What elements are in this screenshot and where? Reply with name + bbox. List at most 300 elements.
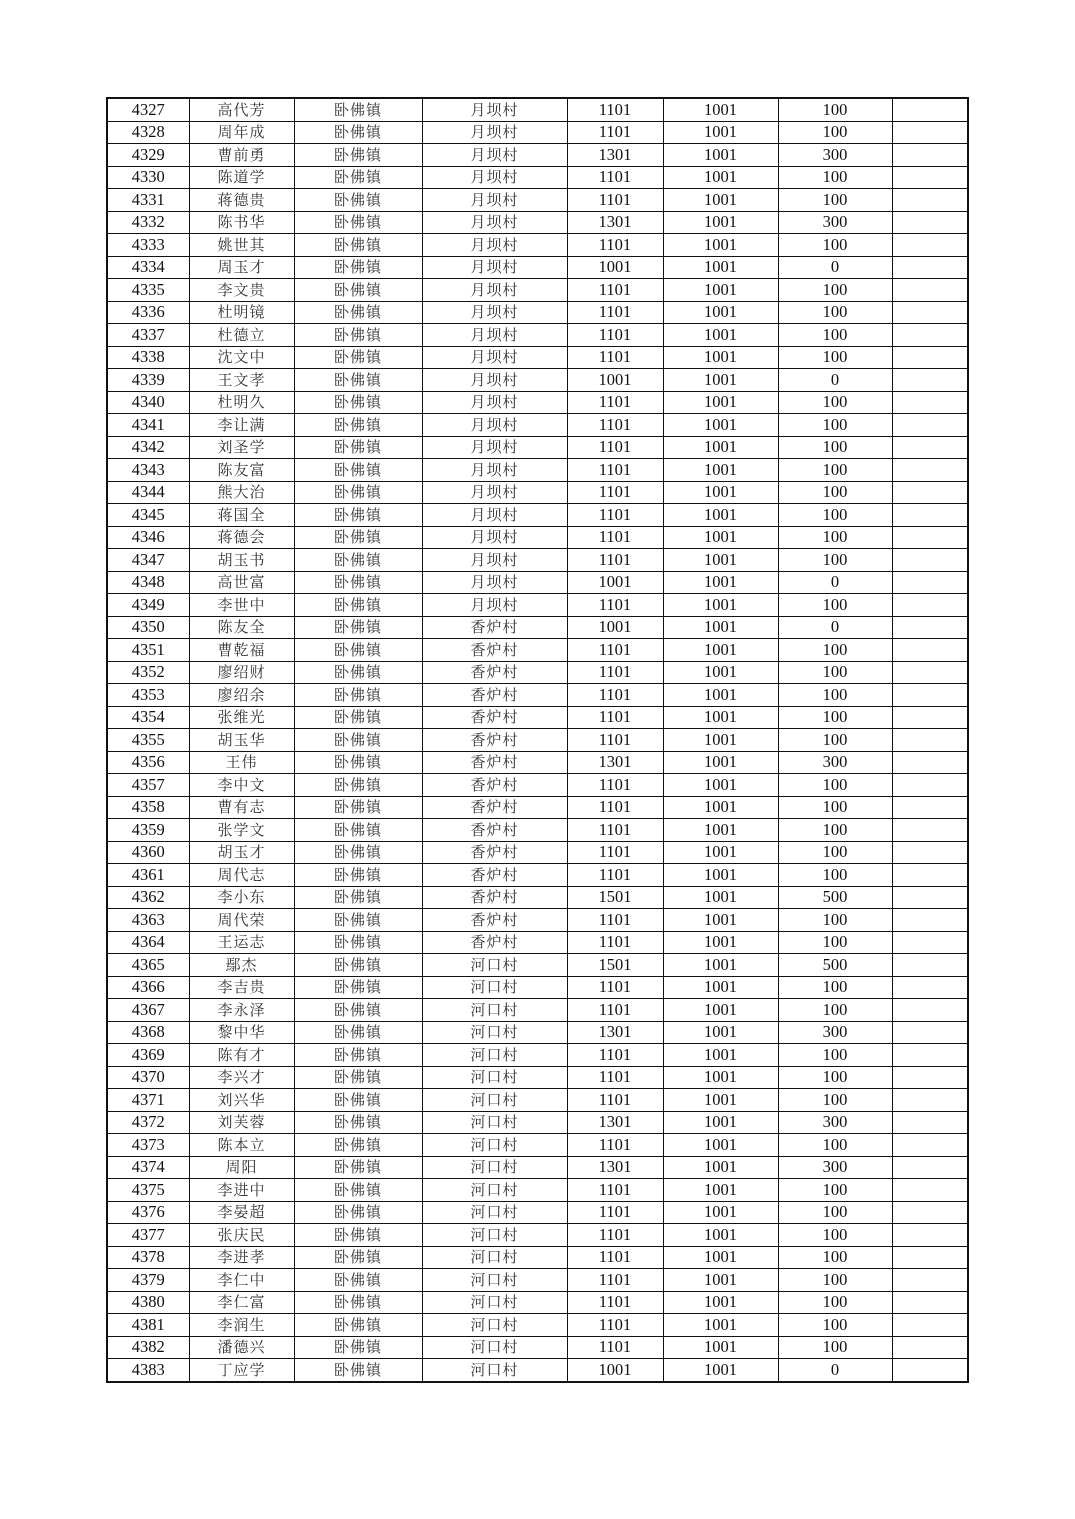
cell-name: 杜明久 <box>189 391 294 414</box>
cell-note <box>892 301 968 324</box>
cell-code-a: 1101 <box>567 1179 663 1202</box>
table-row <box>107 369 968 392</box>
cell-note <box>892 1134 968 1157</box>
cell-village: 月坝村 <box>422 346 567 369</box>
cell-code-b: 1001 <box>663 481 778 504</box>
cell-name: 曹有志 <box>189 796 294 819</box>
cell-code-b: 1001 <box>663 819 778 842</box>
cell-code-a: 1301 <box>567 1111 663 1134</box>
cell-note <box>892 886 968 909</box>
cell-code-a: 1101 <box>567 549 663 572</box>
cell-code-b: 1001 <box>663 1156 778 1179</box>
cell-name: 李兴才 <box>189 1066 294 1089</box>
cell-note <box>892 976 968 999</box>
cell-note <box>892 1111 968 1134</box>
cell-code-b: 1001 <box>663 931 778 954</box>
cell-name: 鄢杰 <box>189 954 294 977</box>
cell-amount: 100 <box>778 999 892 1022</box>
cell-name: 李小东 <box>189 886 294 909</box>
cell-code-a: 1001 <box>567 369 663 392</box>
cell-code-b: 1001 <box>663 1044 778 1067</box>
table-row <box>107 324 968 347</box>
table-row <box>107 751 968 774</box>
cell-town: 卧佛镇 <box>294 234 422 257</box>
cell-town: 卧佛镇 <box>294 1021 422 1044</box>
cell-id: 4353 <box>107 684 189 707</box>
table-row <box>107 706 968 729</box>
cell-code-b: 1001 <box>663 98 778 121</box>
cell-code-b: 1001 <box>663 189 778 212</box>
cell-amount: 500 <box>778 954 892 977</box>
table-row <box>107 504 968 527</box>
cell-amount: 300 <box>778 1156 892 1179</box>
cell-village: 月坝村 <box>422 166 567 189</box>
table-row <box>107 729 968 752</box>
cell-id: 4339 <box>107 369 189 392</box>
cell-village: 香炉村 <box>422 931 567 954</box>
cell-code-a: 1001 <box>567 1359 663 1382</box>
table-row <box>107 616 968 639</box>
cell-name: 刘芙蓉 <box>189 1111 294 1134</box>
cell-town: 卧佛镇 <box>294 166 422 189</box>
cell-town: 卧佛镇 <box>294 481 422 504</box>
cell-id: 4342 <box>107 436 189 459</box>
cell-name: 潘德兴 <box>189 1336 294 1359</box>
cell-name: 李文贵 <box>189 279 294 302</box>
cell-code-a: 1101 <box>567 1044 663 1067</box>
cell-town: 卧佛镇 <box>294 1269 422 1292</box>
cell-code-b: 1001 <box>663 1224 778 1247</box>
cell-id: 4338 <box>107 346 189 369</box>
cell-amount: 100 <box>778 819 892 842</box>
cell-name: 蒋德会 <box>189 526 294 549</box>
table-row <box>107 1224 968 1247</box>
cell-code-b: 1001 <box>663 301 778 324</box>
cell-village: 香炉村 <box>422 819 567 842</box>
cell-code-a: 1101 <box>567 414 663 437</box>
cell-town: 卧佛镇 <box>294 684 422 707</box>
cell-code-a: 1101 <box>567 189 663 212</box>
cell-code-a: 1101 <box>567 1336 663 1359</box>
table-row <box>107 279 968 302</box>
cell-code-b: 1001 <box>663 796 778 819</box>
cell-name: 廖绍财 <box>189 661 294 684</box>
cell-village: 月坝村 <box>422 459 567 482</box>
cell-note <box>892 1336 968 1359</box>
cell-town: 卧佛镇 <box>294 526 422 549</box>
cell-village: 河口村 <box>422 1291 567 1314</box>
cell-name: 周代荣 <box>189 909 294 932</box>
cell-note <box>892 369 968 392</box>
cell-name: 周玉才 <box>189 256 294 279</box>
cell-town: 卧佛镇 <box>294 1291 422 1314</box>
cell-amount: 100 <box>778 1291 892 1314</box>
cell-village: 月坝村 <box>422 369 567 392</box>
data-table <box>106 97 969 1383</box>
cell-note <box>892 346 968 369</box>
cell-village: 月坝村 <box>422 414 567 437</box>
cell-town: 卧佛镇 <box>294 841 422 864</box>
cell-code-b: 1001 <box>663 369 778 392</box>
cell-name: 王伟 <box>189 751 294 774</box>
cell-id: 4373 <box>107 1134 189 1157</box>
cell-amount: 100 <box>778 1089 892 1112</box>
cell-village: 河口村 <box>422 1336 567 1359</box>
cell-village: 河口村 <box>422 1066 567 1089</box>
cell-id: 4351 <box>107 639 189 662</box>
table-row <box>107 639 968 662</box>
cell-amount: 100 <box>778 414 892 437</box>
cell-code-b: 1001 <box>663 886 778 909</box>
cell-id: 4358 <box>107 796 189 819</box>
cell-town: 卧佛镇 <box>294 864 422 887</box>
cell-amount: 300 <box>778 1021 892 1044</box>
cell-id: 4383 <box>107 1359 189 1382</box>
cell-note <box>892 819 968 842</box>
cell-code-b: 1001 <box>663 1201 778 1224</box>
cell-village: 河口村 <box>422 1359 567 1382</box>
cell-id: 4379 <box>107 1269 189 1292</box>
cell-name: 张庆民 <box>189 1224 294 1247</box>
cell-village: 月坝村 <box>422 571 567 594</box>
cell-note <box>892 774 968 797</box>
table-row <box>107 1269 968 1292</box>
cell-id: 4375 <box>107 1179 189 1202</box>
cell-note <box>892 504 968 527</box>
table-row <box>107 1089 968 1112</box>
cell-note <box>892 706 968 729</box>
cell-code-b: 1001 <box>663 954 778 977</box>
cell-id: 4367 <box>107 999 189 1022</box>
cell-id: 4346 <box>107 526 189 549</box>
cell-town: 卧佛镇 <box>294 1179 422 1202</box>
cell-id: 4377 <box>107 1224 189 1247</box>
cell-name: 李润生 <box>189 1314 294 1337</box>
cell-code-a: 1101 <box>567 774 663 797</box>
cell-amount: 100 <box>778 931 892 954</box>
cell-code-b: 1001 <box>663 1359 778 1382</box>
cell-id: 4368 <box>107 1021 189 1044</box>
cell-name: 蒋国全 <box>189 504 294 527</box>
cell-note <box>892 1021 968 1044</box>
cell-village: 河口村 <box>422 1156 567 1179</box>
cell-code-a: 1101 <box>567 279 663 302</box>
cell-code-b: 1001 <box>663 976 778 999</box>
cell-note <box>892 459 968 482</box>
cell-code-a: 1001 <box>567 256 663 279</box>
table-row <box>107 234 968 257</box>
cell-id: 4350 <box>107 616 189 639</box>
cell-code-a: 1101 <box>567 301 663 324</box>
cell-name: 沈文中 <box>189 346 294 369</box>
cell-town: 卧佛镇 <box>294 954 422 977</box>
cell-village: 香炉村 <box>422 886 567 909</box>
cell-amount: 100 <box>778 661 892 684</box>
cell-town: 卧佛镇 <box>294 729 422 752</box>
cell-code-a: 1101 <box>567 459 663 482</box>
cell-note <box>892 324 968 347</box>
cell-id: 4371 <box>107 1089 189 1112</box>
cell-amount: 100 <box>778 864 892 887</box>
cell-note <box>892 684 968 707</box>
table-row <box>107 684 968 707</box>
cell-id: 4343 <box>107 459 189 482</box>
cell-name: 李仁富 <box>189 1291 294 1314</box>
cell-code-a: 1001 <box>567 571 663 594</box>
cell-code-a: 1101 <box>567 819 663 842</box>
table-row <box>107 1201 968 1224</box>
cell-code-a: 1101 <box>567 436 663 459</box>
cell-town: 卧佛镇 <box>294 1066 422 1089</box>
cell-amount: 100 <box>778 481 892 504</box>
cell-code-a: 1101 <box>567 504 663 527</box>
cell-code-a: 1101 <box>567 1269 663 1292</box>
cell-id: 4336 <box>107 301 189 324</box>
table-row <box>107 121 968 144</box>
cell-note <box>892 234 968 257</box>
cell-code-b: 1001 <box>663 1089 778 1112</box>
cell-village: 月坝村 <box>422 594 567 617</box>
cell-name: 周年成 <box>189 121 294 144</box>
cell-town: 卧佛镇 <box>294 121 422 144</box>
cell-amount: 300 <box>778 211 892 234</box>
cell-note <box>892 864 968 887</box>
cell-note <box>892 999 968 1022</box>
cell-note <box>892 1179 968 1202</box>
cell-town: 卧佛镇 <box>294 571 422 594</box>
cell-note <box>892 414 968 437</box>
cell-note <box>892 1201 968 1224</box>
cell-name: 胡玉才 <box>189 841 294 864</box>
table-row <box>107 549 968 572</box>
cell-amount: 100 <box>778 1314 892 1337</box>
cell-village: 香炉村 <box>422 864 567 887</box>
cell-name: 李中文 <box>189 774 294 797</box>
cell-code-a: 1101 <box>567 1314 663 1337</box>
cell-town: 卧佛镇 <box>294 256 422 279</box>
cell-village: 月坝村 <box>422 301 567 324</box>
cell-amount: 100 <box>778 1179 892 1202</box>
cell-village: 香炉村 <box>422 751 567 774</box>
cell-code-a: 1101 <box>567 391 663 414</box>
cell-code-b: 1001 <box>663 774 778 797</box>
cell-town: 卧佛镇 <box>294 324 422 347</box>
cell-code-a: 1101 <box>567 481 663 504</box>
cell-id: 4362 <box>107 886 189 909</box>
cell-town: 卧佛镇 <box>294 1156 422 1179</box>
cell-name: 李让满 <box>189 414 294 437</box>
cell-code-a: 1101 <box>567 1134 663 1157</box>
cell-amount: 500 <box>778 886 892 909</box>
cell-town: 卧佛镇 <box>294 639 422 662</box>
cell-village: 河口村 <box>422 976 567 999</box>
cell-id: 4359 <box>107 819 189 842</box>
cell-amount: 0 <box>778 616 892 639</box>
table-row <box>107 459 968 482</box>
cell-village: 月坝村 <box>422 436 567 459</box>
cell-village: 河口村 <box>422 1246 567 1269</box>
cell-village: 香炉村 <box>422 774 567 797</box>
cell-note <box>892 526 968 549</box>
table-body <box>107 98 968 1382</box>
cell-amount: 100 <box>778 1336 892 1359</box>
cell-note <box>892 1314 968 1337</box>
cell-town: 卧佛镇 <box>294 279 422 302</box>
cell-village: 月坝村 <box>422 324 567 347</box>
cell-name: 胡玉书 <box>189 549 294 572</box>
cell-village: 河口村 <box>422 1089 567 1112</box>
cell-name: 刘兴华 <box>189 1089 294 1112</box>
cell-code-b: 1001 <box>663 909 778 932</box>
cell-note <box>892 166 968 189</box>
cell-town: 卧佛镇 <box>294 504 422 527</box>
cell-amount: 100 <box>778 279 892 302</box>
cell-note <box>892 909 968 932</box>
cell-town: 卧佛镇 <box>294 414 422 437</box>
cell-note <box>892 1359 968 1382</box>
cell-town: 卧佛镇 <box>294 301 422 324</box>
cell-code-a: 1101 <box>567 796 663 819</box>
cell-amount: 100 <box>778 504 892 527</box>
cell-id: 4331 <box>107 189 189 212</box>
cell-id: 4381 <box>107 1314 189 1337</box>
cell-amount: 100 <box>778 1246 892 1269</box>
cell-code-b: 1001 <box>663 211 778 234</box>
cell-code-a: 1101 <box>567 909 663 932</box>
cell-code-b: 1001 <box>663 549 778 572</box>
cell-code-b: 1001 <box>663 256 778 279</box>
cell-note <box>892 1156 968 1179</box>
table-row <box>107 796 968 819</box>
cell-village: 香炉村 <box>422 841 567 864</box>
cell-code-b: 1001 <box>663 526 778 549</box>
cell-amount: 100 <box>778 549 892 572</box>
cell-code-a: 1101 <box>567 1291 663 1314</box>
cell-amount: 100 <box>778 234 892 257</box>
cell-village: 香炉村 <box>422 909 567 932</box>
cell-name: 陈道学 <box>189 166 294 189</box>
cell-village: 月坝村 <box>422 504 567 527</box>
cell-id: 4369 <box>107 1044 189 1067</box>
cell-town: 卧佛镇 <box>294 1246 422 1269</box>
cell-town: 卧佛镇 <box>294 369 422 392</box>
cell-name: 周代志 <box>189 864 294 887</box>
cell-amount: 0 <box>778 256 892 279</box>
cell-town: 卧佛镇 <box>294 98 422 121</box>
cell-town: 卧佛镇 <box>294 886 422 909</box>
cell-name: 李世中 <box>189 594 294 617</box>
cell-code-b: 1001 <box>663 684 778 707</box>
cell-id: 4354 <box>107 706 189 729</box>
cell-town: 卧佛镇 <box>294 594 422 617</box>
cell-note <box>892 391 968 414</box>
cell-id: 4348 <box>107 571 189 594</box>
cell-amount: 100 <box>778 909 892 932</box>
cell-town: 卧佛镇 <box>294 391 422 414</box>
cell-town: 卧佛镇 <box>294 1359 422 1382</box>
cell-village: 月坝村 <box>422 234 567 257</box>
cell-code-a: 1101 <box>567 526 663 549</box>
cell-id: 4357 <box>107 774 189 797</box>
cell-town: 卧佛镇 <box>294 1314 422 1337</box>
cell-id: 4340 <box>107 391 189 414</box>
cell-id: 4347 <box>107 549 189 572</box>
cell-town: 卧佛镇 <box>294 1044 422 1067</box>
cell-code-b: 1001 <box>663 504 778 527</box>
table-row <box>107 436 968 459</box>
cell-code-a: 1101 <box>567 1201 663 1224</box>
cell-note <box>892 1291 968 1314</box>
cell-code-b: 1001 <box>663 1066 778 1089</box>
cell-amount: 100 <box>778 166 892 189</box>
table-row <box>107 1066 968 1089</box>
cell-amount: 100 <box>778 526 892 549</box>
cell-name: 高世富 <box>189 571 294 594</box>
cell-name: 李进孝 <box>189 1246 294 1269</box>
cell-village: 河口村 <box>422 1044 567 1067</box>
cell-town: 卧佛镇 <box>294 436 422 459</box>
cell-note <box>892 121 968 144</box>
cell-code-a: 1101 <box>567 121 663 144</box>
cell-town: 卧佛镇 <box>294 144 422 167</box>
cell-village: 香炉村 <box>422 684 567 707</box>
table-row <box>107 1179 968 1202</box>
cell-name: 王运志 <box>189 931 294 954</box>
cell-code-a: 1101 <box>567 1224 663 1247</box>
cell-village: 月坝村 <box>422 256 567 279</box>
cell-code-b: 1001 <box>663 436 778 459</box>
cell-town: 卧佛镇 <box>294 346 422 369</box>
cell-note <box>892 841 968 864</box>
cell-code-b: 1001 <box>663 571 778 594</box>
cell-town: 卧佛镇 <box>294 931 422 954</box>
cell-id: 4341 <box>107 414 189 437</box>
cell-code-a: 1101 <box>567 166 663 189</box>
cell-town: 卧佛镇 <box>294 751 422 774</box>
cell-code-b: 1001 <box>663 1021 778 1044</box>
cell-id: 4355 <box>107 729 189 752</box>
table-row <box>107 661 968 684</box>
cell-amount: 100 <box>778 121 892 144</box>
cell-code-b: 1001 <box>663 234 778 257</box>
cell-amount: 100 <box>778 594 892 617</box>
cell-village: 月坝村 <box>422 98 567 121</box>
cell-name: 张维光 <box>189 706 294 729</box>
cell-note <box>892 1066 968 1089</box>
cell-code-b: 1001 <box>663 346 778 369</box>
cell-town: 卧佛镇 <box>294 976 422 999</box>
cell-amount: 100 <box>778 346 892 369</box>
cell-id: 4328 <box>107 121 189 144</box>
cell-name: 陈友全 <box>189 616 294 639</box>
table-row <box>107 1336 968 1359</box>
cell-code-b: 1001 <box>663 1134 778 1157</box>
cell-amount: 0 <box>778 1359 892 1382</box>
cell-code-b: 1001 <box>663 1246 778 1269</box>
cell-note <box>892 1269 968 1292</box>
table-row <box>107 976 968 999</box>
table-row <box>107 1111 968 1134</box>
cell-town: 卧佛镇 <box>294 189 422 212</box>
cell-amount: 100 <box>778 1269 892 1292</box>
table-row <box>107 301 968 324</box>
cell-id: 4378 <box>107 1246 189 1269</box>
table-row <box>107 594 968 617</box>
cell-note <box>892 751 968 774</box>
cell-town: 卧佛镇 <box>294 1134 422 1157</box>
cell-note <box>892 1044 968 1067</box>
table-row <box>107 571 968 594</box>
